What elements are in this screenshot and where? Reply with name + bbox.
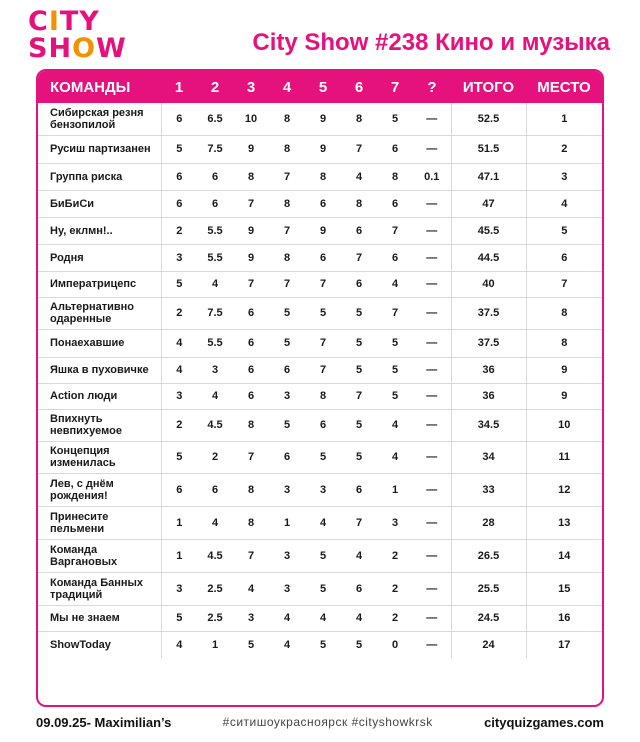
round-score: 4 xyxy=(377,441,413,473)
total-score: 28 xyxy=(451,506,526,539)
round-score: 5 xyxy=(341,409,377,441)
round-score: 4 xyxy=(305,506,341,539)
round-score: 8 xyxy=(233,163,269,190)
round-score: 2 xyxy=(197,441,233,473)
round-score: 9 xyxy=(233,217,269,244)
round-score: 3 xyxy=(161,572,197,605)
round-score: 7 xyxy=(269,163,305,190)
round-score: 5 xyxy=(161,605,197,631)
round-score: 8 xyxy=(269,244,305,271)
table-row xyxy=(38,383,602,409)
round-score: 6 xyxy=(161,473,197,506)
round-score: 5 xyxy=(305,441,341,473)
table-row xyxy=(38,271,602,297)
total-score: 24 xyxy=(451,631,526,658)
round-score: 7 xyxy=(305,357,341,383)
team-name: Понаехавшие xyxy=(38,329,161,357)
team-name: Родня xyxy=(38,244,161,271)
place: 5 xyxy=(526,217,602,244)
place: 6 xyxy=(526,244,602,271)
team-name: БиБиСи xyxy=(38,190,161,217)
bonus-score: — xyxy=(413,244,451,271)
round-score: 1 xyxy=(161,506,197,539)
total-score: 34 xyxy=(451,441,526,473)
header-teams: КОМАНДЫ xyxy=(50,78,131,96)
round-score: 6 xyxy=(377,135,413,163)
round-score: 6 xyxy=(197,473,233,506)
place: 13 xyxy=(526,506,602,539)
round-score: 2.5 xyxy=(197,605,233,631)
place: 10 xyxy=(526,409,602,441)
header-round-5: 5 xyxy=(318,78,328,96)
place: 11 xyxy=(526,441,602,473)
results-table-container xyxy=(36,69,604,707)
website-link[interactable]: cityquizgames.com xyxy=(484,714,604,730)
bonus-score: — xyxy=(413,135,451,163)
logo-line-1: C I T Y xyxy=(28,6,100,37)
round-score: 4 xyxy=(197,383,233,409)
round-score: 6 xyxy=(269,357,305,383)
total-score: 52.5 xyxy=(451,103,526,135)
total-score: 36 xyxy=(451,357,526,383)
round-score: 7 xyxy=(341,383,377,409)
place: 2 xyxy=(526,135,602,163)
round-score: 5.5 xyxy=(197,244,233,271)
bonus-score: — xyxy=(413,190,451,217)
bonus-score: 0.1 xyxy=(413,163,451,190)
round-score: 7 xyxy=(377,217,413,244)
table-row xyxy=(38,506,602,539)
team-name: Впихнуть невпихуемое xyxy=(38,409,161,441)
round-score: 3 xyxy=(377,506,413,539)
table-row xyxy=(38,163,602,190)
round-score: 8 xyxy=(269,103,305,135)
team-name: Команда Варгановых xyxy=(38,539,161,572)
round-score: 4 xyxy=(377,271,413,297)
page-title: City Show #238 Кино и музыка xyxy=(252,29,610,56)
round-score: 8 xyxy=(341,190,377,217)
header-round-2: 2 xyxy=(210,78,220,96)
round-score: 5 xyxy=(377,357,413,383)
round-score: 5.5 xyxy=(197,217,233,244)
round-score: 9 xyxy=(305,103,341,135)
round-score: 4 xyxy=(341,539,377,572)
bonus-score: — xyxy=(413,409,451,441)
round-score: 4 xyxy=(161,357,197,383)
round-score: 4 xyxy=(305,605,341,631)
bonus-score: — xyxy=(413,329,451,357)
total-score: 44.5 xyxy=(451,244,526,271)
round-score: 8 xyxy=(269,190,305,217)
round-score: 1 xyxy=(161,539,197,572)
table-row xyxy=(38,539,602,572)
table-row xyxy=(38,103,602,135)
round-score: 4 xyxy=(233,572,269,605)
team-name: Команда Банных традиций xyxy=(38,572,161,605)
results-table xyxy=(38,71,602,658)
round-score: 6 xyxy=(269,441,305,473)
team-name: Принесите пельмени xyxy=(38,506,161,539)
team-name: Группа риска xyxy=(38,163,161,190)
table-header-row xyxy=(38,71,602,103)
round-score: 6 xyxy=(233,297,269,329)
header-place: МЕСТО xyxy=(537,78,591,96)
table-row xyxy=(38,297,602,329)
round-score: 3 xyxy=(269,383,305,409)
header-round-3: 3 xyxy=(246,78,256,96)
round-score: 5 xyxy=(269,329,305,357)
team-name: Мы не знаем xyxy=(38,605,161,631)
total-score: 37.5 xyxy=(451,297,526,329)
bonus-score: — xyxy=(413,383,451,409)
total-score: 51.5 xyxy=(451,135,526,163)
team-name: Императрицепс xyxy=(38,271,161,297)
total-score: 34.5 xyxy=(451,409,526,441)
round-score: 1 xyxy=(211,638,219,651)
team-name: Лев, с днём рождения! xyxy=(38,473,161,506)
table-row xyxy=(38,409,602,441)
round-score: 6 xyxy=(305,190,341,217)
round-score: 9 xyxy=(233,244,269,271)
place: 9 xyxy=(526,357,602,383)
round-score: 7 xyxy=(305,329,341,357)
round-score: 6 xyxy=(377,244,413,271)
round-score: 6 xyxy=(161,103,197,135)
bonus-score: — xyxy=(413,473,451,506)
round-score: 2.5 xyxy=(197,572,233,605)
round-score: 7 xyxy=(341,135,377,163)
round-score: 0 xyxy=(391,638,399,651)
round-score: 7 xyxy=(233,539,269,572)
round-score: 4 xyxy=(176,638,183,651)
round-score: 7 xyxy=(377,297,413,329)
place: 3 xyxy=(526,163,602,190)
team-name: Альтернативно одаренные xyxy=(38,297,161,329)
round-score: 8 xyxy=(305,163,341,190)
round-score: 5 xyxy=(161,271,197,297)
bonus-score: — xyxy=(413,506,451,539)
footer xyxy=(36,713,604,731)
round-score: 4 xyxy=(341,605,377,631)
table-row xyxy=(38,190,602,217)
round-score: 8 xyxy=(377,163,413,190)
round-score: 4 xyxy=(269,605,305,631)
round-score: 7 xyxy=(341,244,377,271)
table-row xyxy=(38,473,602,506)
place: 8 xyxy=(526,329,602,357)
header-round-6: 6 xyxy=(354,78,364,96)
round-score: 4 xyxy=(341,163,377,190)
round-score: 3 xyxy=(161,244,197,271)
total-score: 40 xyxy=(451,271,526,297)
round-score: 8 xyxy=(305,383,341,409)
place: 1 xyxy=(526,103,602,135)
team-name: Концепция изменилась xyxy=(38,441,161,473)
bonus-score: — xyxy=(413,297,451,329)
round-score: 5 xyxy=(341,357,377,383)
place: 17 xyxy=(526,631,602,658)
round-score: 4.5 xyxy=(197,539,233,572)
place: 12 xyxy=(526,473,602,506)
round-score: 8 xyxy=(233,473,269,506)
total-score: 47.1 xyxy=(451,163,526,190)
bonus-score: — xyxy=(426,638,438,651)
round-score: 5 xyxy=(305,297,341,329)
round-score: 6 xyxy=(161,163,197,190)
place: 16 xyxy=(526,605,602,631)
table-row xyxy=(38,244,602,271)
round-score: 7.5 xyxy=(197,135,233,163)
round-score: 5 xyxy=(377,383,413,409)
round-score: 2 xyxy=(161,409,197,441)
place: 7 xyxy=(526,271,602,297)
round-score: 7 xyxy=(233,190,269,217)
total-score: 26.5 xyxy=(451,539,526,572)
round-score: 7 xyxy=(269,217,305,244)
team-name: ShowToday xyxy=(38,631,161,658)
total-score: 25.5 xyxy=(451,572,526,605)
round-score: 7 xyxy=(305,271,341,297)
round-score: 6 xyxy=(305,409,341,441)
hashtags: #ситишоукрасноярск #cityshowkrsk xyxy=(222,715,433,729)
round-score: 8 xyxy=(341,103,377,135)
total-score: 33 xyxy=(451,473,526,506)
round-score: 8 xyxy=(233,409,269,441)
header-total: ИТОГО xyxy=(462,78,515,96)
table-row xyxy=(38,357,602,383)
round-score: 5 xyxy=(319,638,327,651)
table-row xyxy=(38,572,602,605)
round-score: 3 xyxy=(233,605,269,631)
round-score: 9 xyxy=(305,217,341,244)
table-row xyxy=(38,631,602,658)
round-score: 6 xyxy=(377,190,413,217)
header-bonus-question: ? xyxy=(427,78,437,96)
round-score: 2 xyxy=(377,539,413,572)
bonus-score: — xyxy=(413,572,451,605)
round-score: 1 xyxy=(269,506,305,539)
bonus-score: — xyxy=(413,539,451,572)
table-row xyxy=(38,217,602,244)
round-score: 3 xyxy=(269,539,305,572)
team-name: Action люди xyxy=(38,383,161,409)
table-row xyxy=(38,605,602,631)
round-score: 6 xyxy=(161,190,197,217)
round-score: 4 xyxy=(283,638,291,651)
event-date-venue: 09.09.25- Maximilian’s xyxy=(36,714,172,730)
logo-line-2: S H O W xyxy=(28,33,127,64)
round-score: 6 xyxy=(233,383,269,409)
place: 8 xyxy=(526,297,602,329)
round-score: 9 xyxy=(305,135,341,163)
round-score: 5.5 xyxy=(197,329,233,357)
round-score: 3 xyxy=(269,572,305,605)
round-score: 5 xyxy=(269,297,305,329)
round-score: 6 xyxy=(341,473,377,506)
place: 15 xyxy=(526,572,602,605)
team-name: Русиш партизанен xyxy=(38,135,161,163)
place: 9 xyxy=(526,383,602,409)
round-score: 5 xyxy=(341,441,377,473)
round-score: 5 xyxy=(161,135,197,163)
total-score: 47 xyxy=(451,190,526,217)
round-score: 6 xyxy=(197,190,233,217)
round-score: 9 xyxy=(233,135,269,163)
table-row xyxy=(38,329,602,357)
team-name: Сибирская резня бензопилой xyxy=(38,103,161,135)
round-score: 6 xyxy=(341,572,377,605)
bonus-score: — xyxy=(413,217,451,244)
round-score: 1 xyxy=(377,473,413,506)
round-score: 6 xyxy=(341,271,377,297)
round-score: 8 xyxy=(233,506,269,539)
round-score: 4 xyxy=(377,409,413,441)
bonus-score: — xyxy=(413,271,451,297)
round-score: 7.5 xyxy=(197,297,233,329)
round-score: 4 xyxy=(197,506,233,539)
place: 14 xyxy=(526,539,602,572)
round-score: 5 xyxy=(377,329,413,357)
round-score: 2 xyxy=(161,297,197,329)
total-score: 45.5 xyxy=(451,217,526,244)
header-round-7: 7 xyxy=(390,78,400,96)
total-score: 36 xyxy=(451,383,526,409)
round-score: 4.5 xyxy=(197,409,233,441)
round-score: 5 xyxy=(161,441,197,473)
bonus-score: — xyxy=(413,441,451,473)
total-score: 24.5 xyxy=(451,605,526,631)
round-score: 5 xyxy=(341,329,377,357)
round-score: 3 xyxy=(305,473,341,506)
round-score: 5 xyxy=(247,638,255,651)
round-score: 3 xyxy=(161,383,197,409)
round-score: 4 xyxy=(161,329,197,357)
bonus-score: — xyxy=(413,103,451,135)
round-score: 7 xyxy=(341,506,377,539)
round-score: 6.5 xyxy=(197,103,233,135)
round-score: 6 xyxy=(305,244,341,271)
round-score: 3 xyxy=(197,357,233,383)
round-score: 2 xyxy=(377,572,413,605)
round-score: 7 xyxy=(233,271,269,297)
header-round-4: 4 xyxy=(282,78,292,96)
round-score: 5 xyxy=(355,638,363,651)
team-name: Яшка в пуховичке xyxy=(38,357,161,383)
round-score: 6 xyxy=(197,163,233,190)
bonus-score: — xyxy=(413,605,451,631)
city-show-logo xyxy=(28,8,144,66)
round-score: 5 xyxy=(341,297,377,329)
round-score: 8 xyxy=(269,135,305,163)
round-score: 6 xyxy=(341,217,377,244)
round-score: 5 xyxy=(305,572,341,605)
table-body xyxy=(38,103,602,658)
total-score: 37.5 xyxy=(451,329,526,357)
round-score: 5 xyxy=(377,103,413,135)
round-score: 6 xyxy=(233,357,269,383)
round-score: 4 xyxy=(197,271,233,297)
table-row xyxy=(38,135,602,163)
round-score: 3 xyxy=(269,473,305,506)
round-score: 7 xyxy=(269,271,305,297)
place: 4 xyxy=(526,190,602,217)
round-score: 10 xyxy=(233,103,269,135)
round-score: 5 xyxy=(305,539,341,572)
bonus-score: — xyxy=(413,357,451,383)
team-name: Ну, еклмн!.. xyxy=(38,217,161,244)
round-score: 6 xyxy=(233,329,269,357)
header-round-1: 1 xyxy=(174,78,184,96)
round-score: 2 xyxy=(377,605,413,631)
round-score: 5 xyxy=(269,409,305,441)
round-score: 7 xyxy=(233,441,269,473)
round-score: 2 xyxy=(161,217,197,244)
table-row xyxy=(38,441,602,473)
